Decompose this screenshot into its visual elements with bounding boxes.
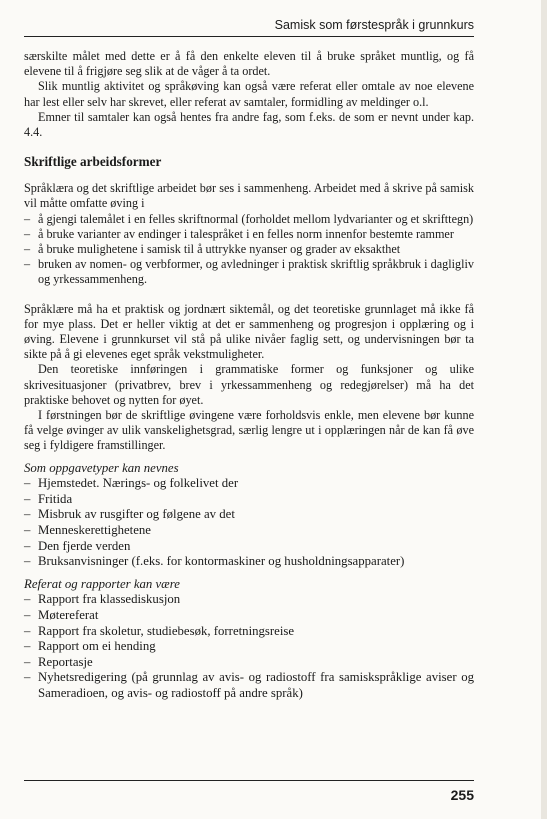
referat-subheading: Referat og rapporter kan være bbox=[24, 576, 180, 591]
intro-paragraph-2: Slik muntlig aktivitet og språkøving kan også være referat eller omtale av noe elevene har lest eller selv har skrevet, eller referat av samtaler, formidling av meldinger o.l. bbox=[24, 79, 474, 109]
list-item: – Bruksanvisninger (f.eks. for kontormaskiner og husholdningsapparater) bbox=[24, 554, 474, 570]
spacer bbox=[24, 288, 474, 302]
intro-paragraph-3: Emner til samtaler kan også hentes fra andre fag, som f.eks. de som er nevnt under kap. 4.4. bbox=[24, 109, 474, 140]
section-heading: Skriftlige arbeidsformer bbox=[24, 154, 162, 170]
exercise-list bbox=[24, 212, 474, 288]
list-item: – Rapport om ei hending bbox=[24, 639, 474, 655]
list-item: – Møtereferat bbox=[24, 608, 474, 624]
oppgavetyper-subheading: Som oppgavetyper kan nevnes bbox=[24, 460, 179, 475]
referat-list bbox=[24, 592, 474, 701]
page-number: 255 bbox=[24, 780, 474, 803]
list-item: – Den fjerde verden bbox=[24, 539, 474, 555]
oppgavetyper-list bbox=[24, 476, 474, 570]
document-page bbox=[24, 18, 474, 808]
list-item: – å bruke varianter av endinger i talespråket i en felles norm innenfor bestemte rammer bbox=[24, 227, 474, 242]
section-paragraph-1: Språklære må ha et praktisk og jordnært siktemål, og det teoretiske grunnlaget må ikke få for mye plass. Det er heller viktig at det er sammenheng og progresjon i opplæring og i øving. Elevene i grunnkurset vil stå på ulike nivåer faglig sett, og undervisningen bør ta sikte på å gi elevenes eget språk vekstmuligheter. bbox=[24, 301, 474, 362]
intro-paragraph-1: særskilte målet med dette er å få den enkelte eleven til å bruke språket muntlig, og få elevene til å frigjøre seg slik at de våger å ta ordet. bbox=[24, 49, 474, 79]
list-item: – å bruke mulighetene i samisk til å uttrykke nyanser og grader av eksakthet bbox=[24, 242, 474, 257]
list-item: – bruken av nomen- og verbformer, og avledninger i praktisk skriftlig språkbruk i dagligliv og yrkessammenheng. bbox=[24, 257, 474, 287]
running-header: Samisk som førstespråk i grunnkurs bbox=[24, 18, 474, 37]
list-item: – Rapport fra skoletur, studiebesøk, forretningsreise bbox=[24, 624, 474, 640]
section-paragraph-3: I førstningen bør de skriftlige øvingene være forholdsvis enkle, men elevene bør kunne få velge øvinger av ulik vanskelighetsgrad, særlig lengre ut i opplæringen når de kan få øve seg i fyldigere framstillinger. bbox=[24, 408, 474, 453]
list-item: – Fritida bbox=[24, 492, 474, 508]
section-paragraph-2: Den teoretiske innføringen i grammatiske former og funksjoner og ulike skrivesituasjoner (privatbrev, brev i yrkessammenheng og redegjørelser) må ha det praktiske behovet og nytten for øyet. bbox=[24, 362, 474, 407]
section-lead: Språklæra og det skriftlige arbeidet bør ses i sammenheng. Arbeidet med å skrive på samisk vil måtte omfatte øving i bbox=[24, 181, 474, 211]
list-item: – Rapport fra klassediskusjon bbox=[24, 592, 474, 608]
page-edge-shadow bbox=[541, 0, 547, 819]
list-item: – Reportasje bbox=[24, 655, 474, 671]
list-item: – Menneskerettighetene bbox=[24, 523, 474, 539]
list-item: – Hjemstedet. Nærings- og folkelivet der bbox=[24, 476, 474, 492]
list-item: – å gjengi talemålet i en felles skriftnormal (forholdet mellom lydvarianter og et skrifttegn) bbox=[24, 212, 474, 227]
list-item: – Nyhetsredigering (på grunnlag av avis- og radiostoff fra samiskspråklige aviser og Sameradioen, og avis- og radiostoff på andre språk) bbox=[24, 670, 474, 701]
list-item: – Misbruk av rusgifter og følgene av det bbox=[24, 507, 474, 523]
